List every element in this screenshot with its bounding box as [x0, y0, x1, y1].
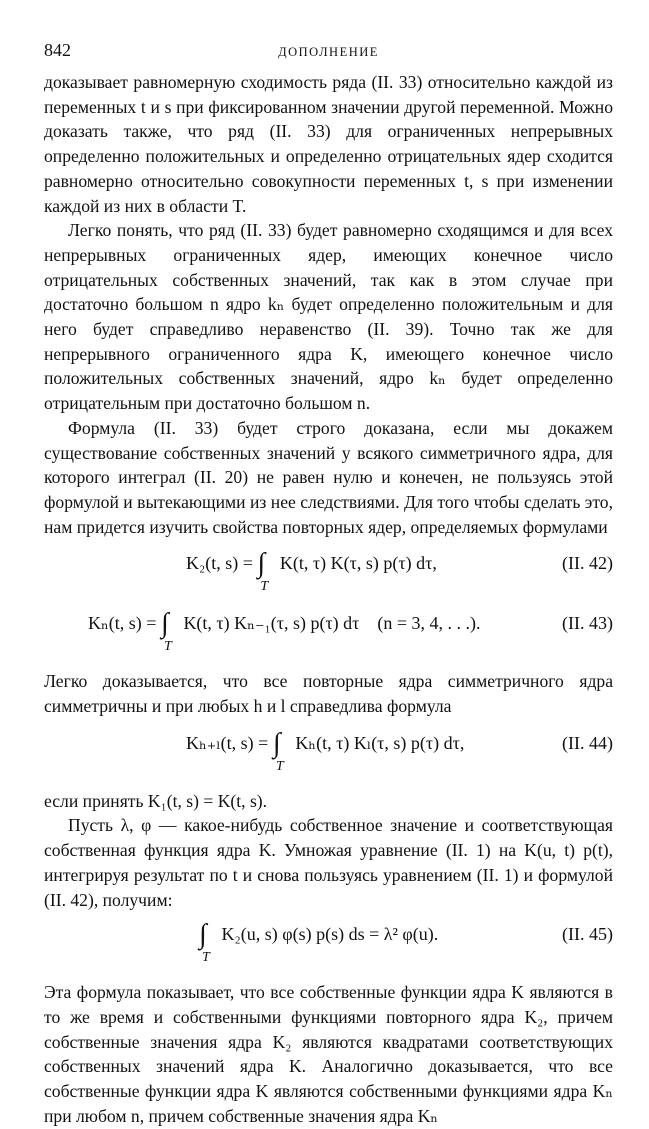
integration-domain: T: [275, 758, 284, 774]
integral-sign: ∫ T: [199, 919, 210, 966]
paragraph-4: Легко доказывается, что все повторные ядра симметричного ядра симметричны и при любых h и l справедлива формула: [44, 671, 613, 717]
integration-domain: T: [163, 639, 172, 655]
paragraph-7: Эта формула показывает, что все собственные функции ядра K являются в то же время и собственными функциями повторного ядра K₂, причем собственные значения ядра K₂ являются квадратами соответствующих собственных значений ядра K. Аналогично доказывается, что все собственные функции ядра K являются собственными функциями ядра Kₙ при любом n, причем собственные значения ядра Kₙ: [44, 982, 613, 1126]
equation-integrand: K(t, τ) K(τ, s) p(τ) dτ,: [279, 553, 437, 574]
integral-sign: ∫ T: [257, 548, 269, 595]
equation-lhs: Kₕ₊ₗ(t, s) =: [186, 732, 269, 753]
equation-lhs: K₂(t, s) =: [186, 553, 253, 574]
integral-sign: ∫ T: [160, 608, 172, 655]
equation-integrand: Kₕ(t, τ) Kₗ(τ, s) p(τ) dτ,: [295, 732, 465, 753]
equation-II-45: [44, 920, 613, 970]
paragraph-2: Легко понять, что ряд (II. 33) будет равномерно сходящимся и для всех непрерывных ограниченных ядер, имеющих конечное число отрицательных собственных значений, так как в этом случае при достаточно большом n ядро kₙ будет определенно положительным и для него будет справедливо неравенство (II. 39). Точно так же для непрерывного ограниченного ядра K, имеющего конечное число положительных собственных значений, ядро kₙ будет определенно отрицательным при достаточно большом n.: [44, 220, 613, 414]
equation-II-43: [44, 609, 613, 659]
page-header: [44, 38, 613, 70]
paragraph-6: Пусть λ, φ — какое-нибудь собственное значение и соответствующая собственная функция ядра K. Умножая уравнение (II. 1) на K(u, t) p(t), интегрируя результат по t и снова пользуясь уравнением (II. 1) и формулой (II. 42), получим:: [44, 815, 613, 910]
equation-number: (II. 44): [562, 732, 613, 753]
running-head: ДОПОЛНЕНИЕ: [278, 45, 379, 59]
equation-II-44: [44, 729, 613, 779]
paragraph-5: если принять K₁(t, s) = K(t, s).: [44, 790, 268, 811]
paragraph-1: доказывает равномерную сходимость ряда (II. 33) относительно каждой из переменных t и s при фиксированном значении другой переменной. Можно доказать также, что ряд (II. 33) для ограниченных непрерывных определенно положительных и определенно отрицательных ядер сходится равномерно относительно совокупности переменных t, s при изменении каждой из них в области T.: [44, 72, 613, 216]
equation-body: [186, 727, 465, 774]
paragraph-3: Формула (II. 33) будет строго доказана, если мы докажем существование собственных значений у всякого симметричного ядра, для которого интеграл (II. 20) не равен нулю и конечен, не пользуясь этой формулой и вытекающими из нее следствиями. Для того чтобы сделать это, нам придется изучить свойства повторных ядер, определяемых формулами: [44, 417, 613, 537]
equation-condition: (n = 3, 4, . . .).: [377, 613, 481, 634]
integration-domain: T: [202, 950, 210, 966]
equation-lhs: Kₙ(t, s) =: [88, 613, 157, 634]
equation-integrand: K(t, τ) Kₙ₋₁(τ, s) p(τ) dτ: [183, 613, 360, 634]
equation-number: (II. 45): [562, 924, 613, 945]
integration-domain: T: [260, 579, 269, 595]
equation-body: [199, 919, 439, 966]
equation-body: [186, 548, 437, 595]
integral-sign: ∫ T: [272, 727, 284, 774]
equation-number: (II. 43): [562, 613, 613, 634]
equation-body: [88, 608, 481, 655]
equation-integrand: K₂(u, s) φ(s) p(s) ds = λ² φ(u).: [221, 924, 439, 945]
equation-number: (II. 42): [562, 553, 613, 574]
page-number: 842: [44, 40, 71, 60]
equation-II-42: [44, 549, 613, 599]
